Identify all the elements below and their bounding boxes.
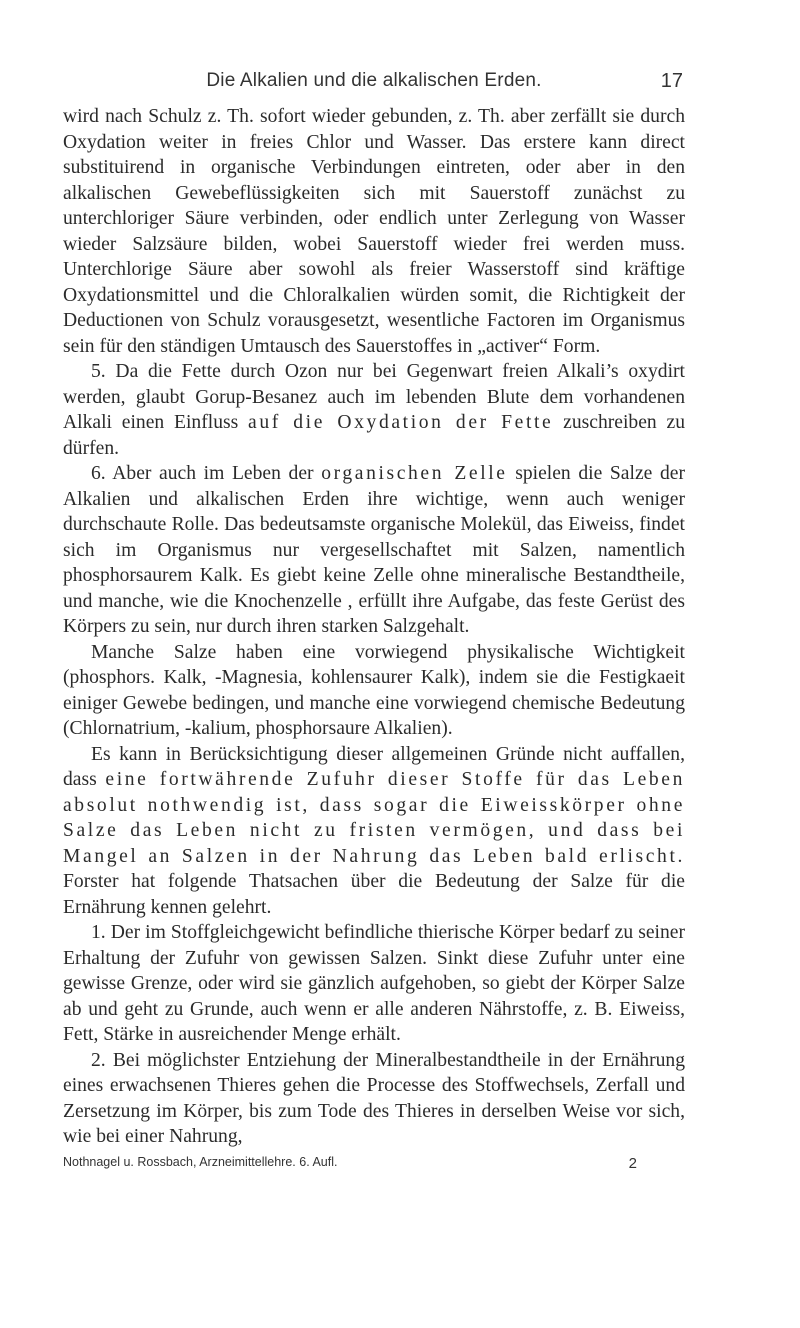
- paragraph-text: 5. Da die Fette durch Ozon nur bei Gegenwart freien Alkali’s oxydirt werden, glaubt Gorup-Besanez auch im lebenden Blute dem vorhandenen Alkali einen Einfluss: [63, 361, 685, 433]
- paragraph-text: Forster hat folgende Thatsachen über die Bedeutung der Salze für die Ernährung kennen gelehrt.: [63, 871, 685, 918]
- paragraph-text: wird nach Schulz z. Th. sofort wieder gebunden, z. Th. aber zerfällt sie durch Oxydation weiter in freies Chlor und Wasser. Das erstere kann direct substituirend in organische Verbindungen eintreten, oder aber in den alkalischen Gewebeflüssigkeiten sich mit Sauerstoff zunächst zu unterchloriger Säure verbinden, oder endlich unter Zerlegung von Wasser wieder Salzsäure bilden, wobei Sauerstoff wieder frei werden muss. Unterchlorige Säure aber sowohl als freier Wasserstoff sind kräftige Oxydationsmittel und die Chloralkalien würden somit, die Richtigkeit der Deductionen von Schulz vorausgesetzt, wesentliche Factoren im Organismus sein für den ständigen Umtausch des Sauerstoffes in „activer“ Form.: [63, 106, 685, 357]
- running-header: [63, 70, 685, 104]
- paragraph: [63, 920, 685, 1048]
- book-page: [63, 70, 685, 1175]
- paragraph-text: Manche Salze haben eine vorwiegend physikalische Wichtigkeit (phosphors. Kalk, -Magnesia, kohlensaurer Kalk), indem sie die Festigkaeit einiger Gewebe bedingen, und manche eine vorwiegend chemische Bedeutung (Chlornatrium, -kalium, phosphorsaure Alkalien).: [63, 641, 685, 739]
- paragraph-text: zuschreiben zu dürfen.: [63, 412, 686, 459]
- page-number: 17: [660, 70, 683, 92]
- paragraph-text: Es kann in Berücksichtigung dieser allgemeinen Gründe nicht auffallen, dass: [63, 743, 685, 790]
- paragraph: [63, 742, 685, 921]
- running-title: Die Alkalien und die alkalischen Erden.: [206, 70, 542, 91]
- paragraph-text: 6. Aber auch im Leben der: [91, 463, 322, 484]
- paragraph-text: spielen die Salze der Alkalien und alkalischen Erden ihre wichtige, wenn auch weniger durchschaute Rolle. Das bedeutsamste organische Molekül, das Eiweiss, findet sich im Organismus nur vergesellschaftet mit Salzen, namentlich phosphorsaurem Kalk. Es giebt keine Zelle ohne mineralische Bestandtheile, und manche, wie die Knochenzelle , erfüllt ihre Aufgabe, das feste Gerüst des Körpers zu sein, nur durch ihren starken Salzgehalt.: [63, 463, 685, 637]
- page-footer: [63, 1155, 685, 1175]
- paragraph-text: 2. Bei möglichster Entziehung der Mineralbestandtheile in der Ernährung eines erwachsenen Thieres gehen die Processe des Stoffwechsels, Zerfall und Zersetzung im Körper, bis zum Tode des Thieres in derselben Weise vor sich, wie bei einer Nahrung,: [63, 1049, 685, 1147]
- paragraph: [63, 1048, 685, 1150]
- paragraph: [63, 359, 685, 461]
- paragraph: [63, 461, 685, 640]
- emphasized-text: auf die Oxydation der Fette: [248, 412, 554, 433]
- paragraph-text: 1. Der im Stoffgleichgewicht befindliche thierische Körper bedarf zu seiner Erhaltung der Zufuhr von gewissen Salzen. Sinkt diese Zufuhr unter eine gewisse Grenze, oder wird sie gänzlich aufgehoben, so giebt der Körper Salze ab und geht zu Grunde, auch wenn er alle anderen Nährstoffe, z. B. Eiweiss, Fett, Stärke in ausreichender Menge erhält.: [63, 922, 685, 1045]
- paragraph: [63, 640, 685, 742]
- paragraph: [63, 104, 685, 359]
- body-text: [63, 104, 685, 1150]
- signature-mark: 2: [628, 1154, 637, 1172]
- book-reference: Nothnagel u. Rossbach, Arzneimittellehre. 6. Aufl.: [63, 1154, 338, 1169]
- emphasized-text: eine fortwährende Zufuhr dieser Stoffe für das Leben absolut nothwendig ist, dass sogar die Eiweisskörper ohne Salze das Leben nicht zu fristen vermögen, und dass bei Mangel an Salzen in der Nahrung das Leben bald erlischt.: [63, 769, 685, 867]
- emphasized-text: organischen Zelle: [321, 463, 508, 484]
